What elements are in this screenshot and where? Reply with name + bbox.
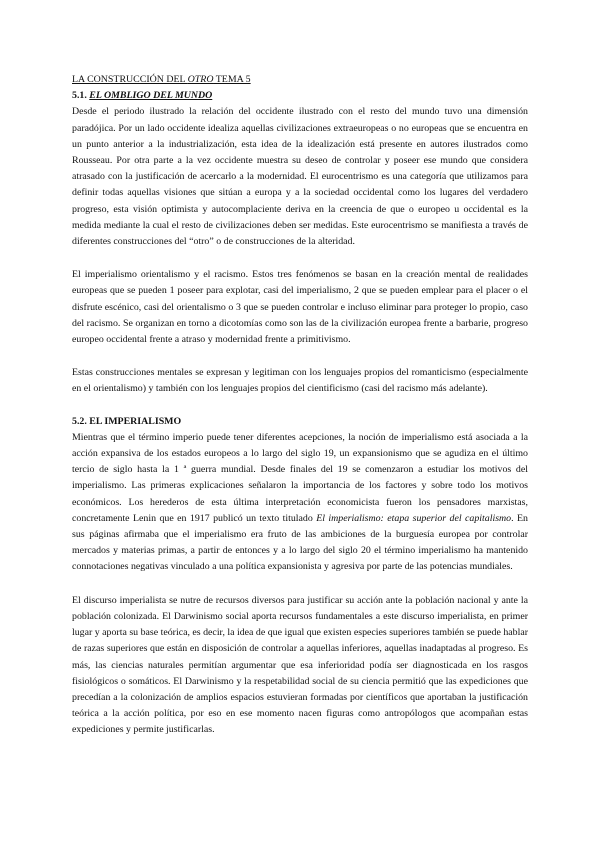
paragraph-1: Desde el periodo ilustrado la relación del occidente ilustrado con el resto del mundo tuvo una dimensión paradójica. Por un lado occidente idealiza aquellas civilizaciones extraeuropeas o no europeas que se encuentra en un punto anterior a la industrialización, esta idea de la idealización está presente en autores ilustrados como Rousseau. Por otra parte a la vez occidente muestra su deseo de controlar y poseer ese mundo que considera atrasado con la justificación de acercarlo a la modernidad. El eurocentrismo es una categoría que utilizamos para definir todas aquellas visiones que sitúan a europa y a la sociedad occidental como los lugares del verdadero progreso, esta visión optimista y autocomplaciente deriva en la creencia de que o europeo u occidental es la medida mediante la cual el resto de civilizaciones deben ser medidas. Este eurocentrismo se manifiesta a través de diferentes construcciones del “otro” o de construcciones de la alteridad. bbox=[72, 106, 528, 248]
book-title: El imperialismo: etapa superior del capitalismo bbox=[316, 512, 512, 524]
section-heading-5-2: 5.2. EL IMPERIALISMO bbox=[72, 415, 182, 427]
subsection-number: 5.1. bbox=[72, 90, 90, 102]
title-prefix: LA CONSTRUCCIÓN DEL bbox=[72, 74, 188, 85]
title-suffix: TEMA 5 bbox=[213, 74, 251, 85]
subsection-title: EL OMBLIGO DEL MUNDO bbox=[89, 90, 213, 102]
paragraph-4-text-a: Mientras que el término imperio puede tener diferentes acepciones, la noción de imperialismo está asociada a la acción expansiva de los estados europeos a lo largo del siglo 19, un expansionismo que se agudiza en el último tercio de siglo hasta la 1 ª guerra mundial. Desde finales del 19 se comenzaron a estudiar los motivos del imperialismo. Las primeras explicaciones señalaron la importancia de los factores y sobre todo los motivos económicos. Los herederos de esta última interpretación economicista fueron los pensadores marxistas, concretamente Lenin que en 1917 publicó un texto titulado bbox=[72, 431, 528, 524]
paragraph-4-text-b: . En sus páginas afirmaba que el imperialismo era fruto de las ambiciones de la burguesía europea por controlar mercados y materias primas, a partir de entonces y a lo largo del siglo 20 el término imperialismo ha mantenido connotaciones negativas vinculado a una política expansionista y agresiva por parte de las potencias mundiales. bbox=[72, 512, 528, 573]
paragraph-3: Estas construcciones mentales se expresan y legitiman con los lenguajes propios del romanticismo (especialmente en el orientalismo) y también con los lenguajes propios del cientificismo (casi del racismo más adelante). bbox=[72, 367, 528, 395]
title-emphasis: OTRO bbox=[187, 74, 214, 85]
paragraph-2: El imperialismo orientalismo y el racismo. Estos tres fenómenos se basan en la creación mental de realidades europeas que se pueden 1 poseer para explotar, casi del imperialismo, 2 que se pueden emplear para el placer o el disfrute escénico, casi del orientalismo o 3 que se pueden controlar e incluso eliminar para proteger lo propio, caso del racismo. Se organizan en torno a dicotomías como son las de la civilización europea frente a barbarie, progreso europeo occidental frente a atraso y modernidad frente a primitivismo. bbox=[72, 269, 528, 346]
document-body bbox=[72, 72, 528, 739]
paragraph-4 bbox=[72, 430, 528, 576]
document-title bbox=[72, 72, 528, 88]
subsection-heading-5-1 bbox=[72, 88, 528, 104]
paragraph-5: El discurso imperialista se nutre de recursos diversos para justificar su acción ante la población nacional y ante la población colonizada. El Darwinismo social aporta recursos fundamentales a este discurso imperialista, en primer lugar y aporta su base teórica, es decir, la idea de que igual que existen especies superiores también se puede hablar de razas superiores que están en disposición de controlar a aquellas inferiores, aquellas inadaptadas al progreso. Es más, las ciencias naturales permitían argumentar que esa inferioridad podía ser diagnosticada en los rasgos fisiológicos o somáticos. El Darwinismo y la respetabilidad social de su ciencia permitió que las expediciones que precedían a la colonización de amplios espacios estuvieran formadas por científicos que aportaban la justificación teórica a la acción política, por eso en ese momento nacen figuras como antropólogos que acompañan estas expediciones y permite justificarlas. bbox=[72, 594, 528, 736]
